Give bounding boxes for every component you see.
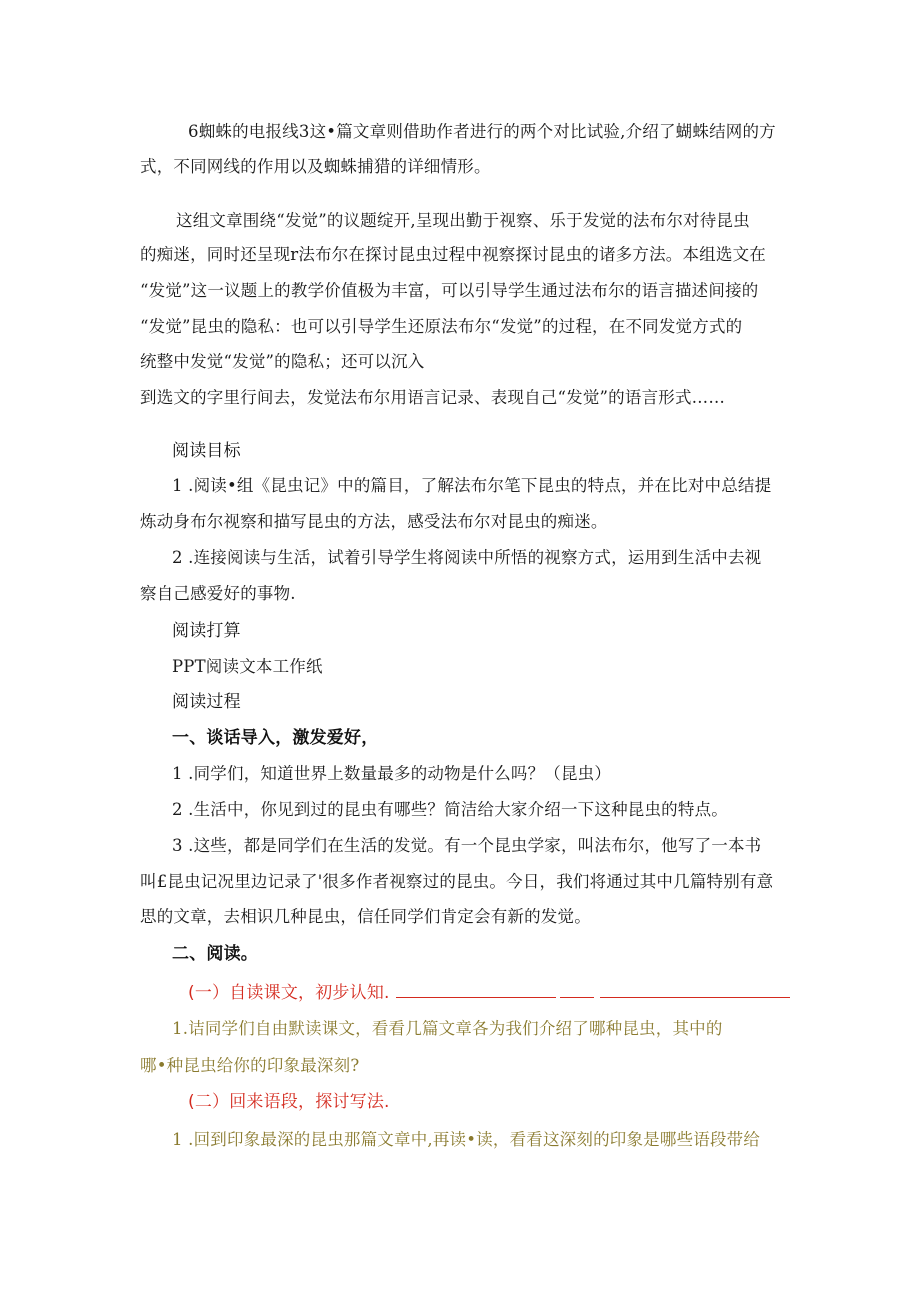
text-line: 到选文的字里行间去，发觉法布尔用语言记录、表现自己“发觉”的语言形式…… bbox=[140, 388, 726, 407]
section2-heading: 二、阅读。 bbox=[172, 944, 258, 964]
plan-heading: 阅读打算 bbox=[172, 621, 241, 641]
text-line: 1 .阅读•组《昆虫记》中的篇目，了解法布尔笔下昆虫的特点，并在比对中总结提 bbox=[172, 476, 772, 495]
fill-blank-line bbox=[600, 981, 790, 998]
fill-blank-line bbox=[396, 981, 556, 998]
sub2-heading: (二）回来语段，探讨写法. bbox=[188, 1092, 390, 1112]
text-line: 2 .连接阅读与生活，试着引导学生将阅读中所悟的视察方式，运用到生活中去视 bbox=[172, 548, 762, 567]
section1-heading: 一、谈话导入，激发爱好， bbox=[172, 728, 379, 748]
question-2: 2 .生活中，你见到过的昆虫有哪些？简洁给大家介绍一下这种昆虫的特点。 bbox=[172, 800, 728, 819]
sub2-text: 1 .回到印象最深的昆虫那篇文章中,再读•读，看看这深刻的印象是哪些语段带给 bbox=[172, 1130, 761, 1149]
text-line: “发觉”昆虫的隐私：也可以引导学生还原法布尔“发觉”的过程，在不同发觉方式的 bbox=[140, 317, 743, 336]
sub1-heading-text: (一）自读课文，初步认知. bbox=[188, 983, 390, 1003]
text-line: 炼动身布尔视察和描写昆虫的方法，感受法布尔对昆虫的痴迷。 bbox=[140, 512, 608, 531]
text-line: 哪•种昆虫给你的印象最深刻? bbox=[140, 1056, 360, 1075]
text-line: 1.诘同学们自由默读课文，看看几篇文章各为我们介绍了哪种昆虫，其中的 bbox=[172, 1019, 723, 1038]
text-line: 这组文章围绕“发觉”的议题绽开,呈现出勤于视察、乐于发觉的法布尔对待昆虫 bbox=[176, 211, 750, 230]
text-line: 的痴迷，同时还呈现r法布尔在探讨昆虫过程中视察探讨昆虫的诸多方法。本组选文在 bbox=[140, 245, 766, 264]
plan-text: PPT阅读文本工作纸 bbox=[172, 657, 323, 676]
text-line: 统整中发觉“发觉”的隐私；还可以沉入 bbox=[140, 352, 425, 371]
text-line: 思的文章，去相识几种昆虫，信任同学们肯定会有新的发觉。 bbox=[140, 907, 591, 926]
text-line: 叫£昆虫记况里边记录了'很多作者视察过的昆虫。今日，我们将通过其中几篇特别有意 bbox=[140, 872, 774, 891]
process-heading: 阅读过程 bbox=[172, 692, 241, 712]
text-line: 式，不同网线的作用以及蜘蛛捕猎的详细情形。 bbox=[140, 157, 491, 176]
text-line: 察自己感爱好的事物. bbox=[140, 584, 296, 603]
question-1: 1 .同学们，知道世界上数量最多的动物是什么吗？（昆虫） bbox=[172, 764, 612, 783]
text-line: 6蜘蛛的电报线3这•篇文章则借助作者进行的两个对比试验,介绍了蝴蛛结网的方 bbox=[188, 122, 776, 141]
text-line: 3 .这些，都是同学们在生活的发觉。有一个昆虫学家，叫法布尔，他写了一本书 bbox=[172, 836, 762, 855]
text-line: “发觉”这一议题上的教学价值极为丰富，可以引导学生通过法布尔的语言描述间接的 bbox=[140, 281, 759, 300]
fill-blank-line bbox=[560, 981, 594, 998]
goals-heading: 阅读目标 bbox=[172, 441, 241, 461]
sub1-heading bbox=[188, 981, 790, 1004]
